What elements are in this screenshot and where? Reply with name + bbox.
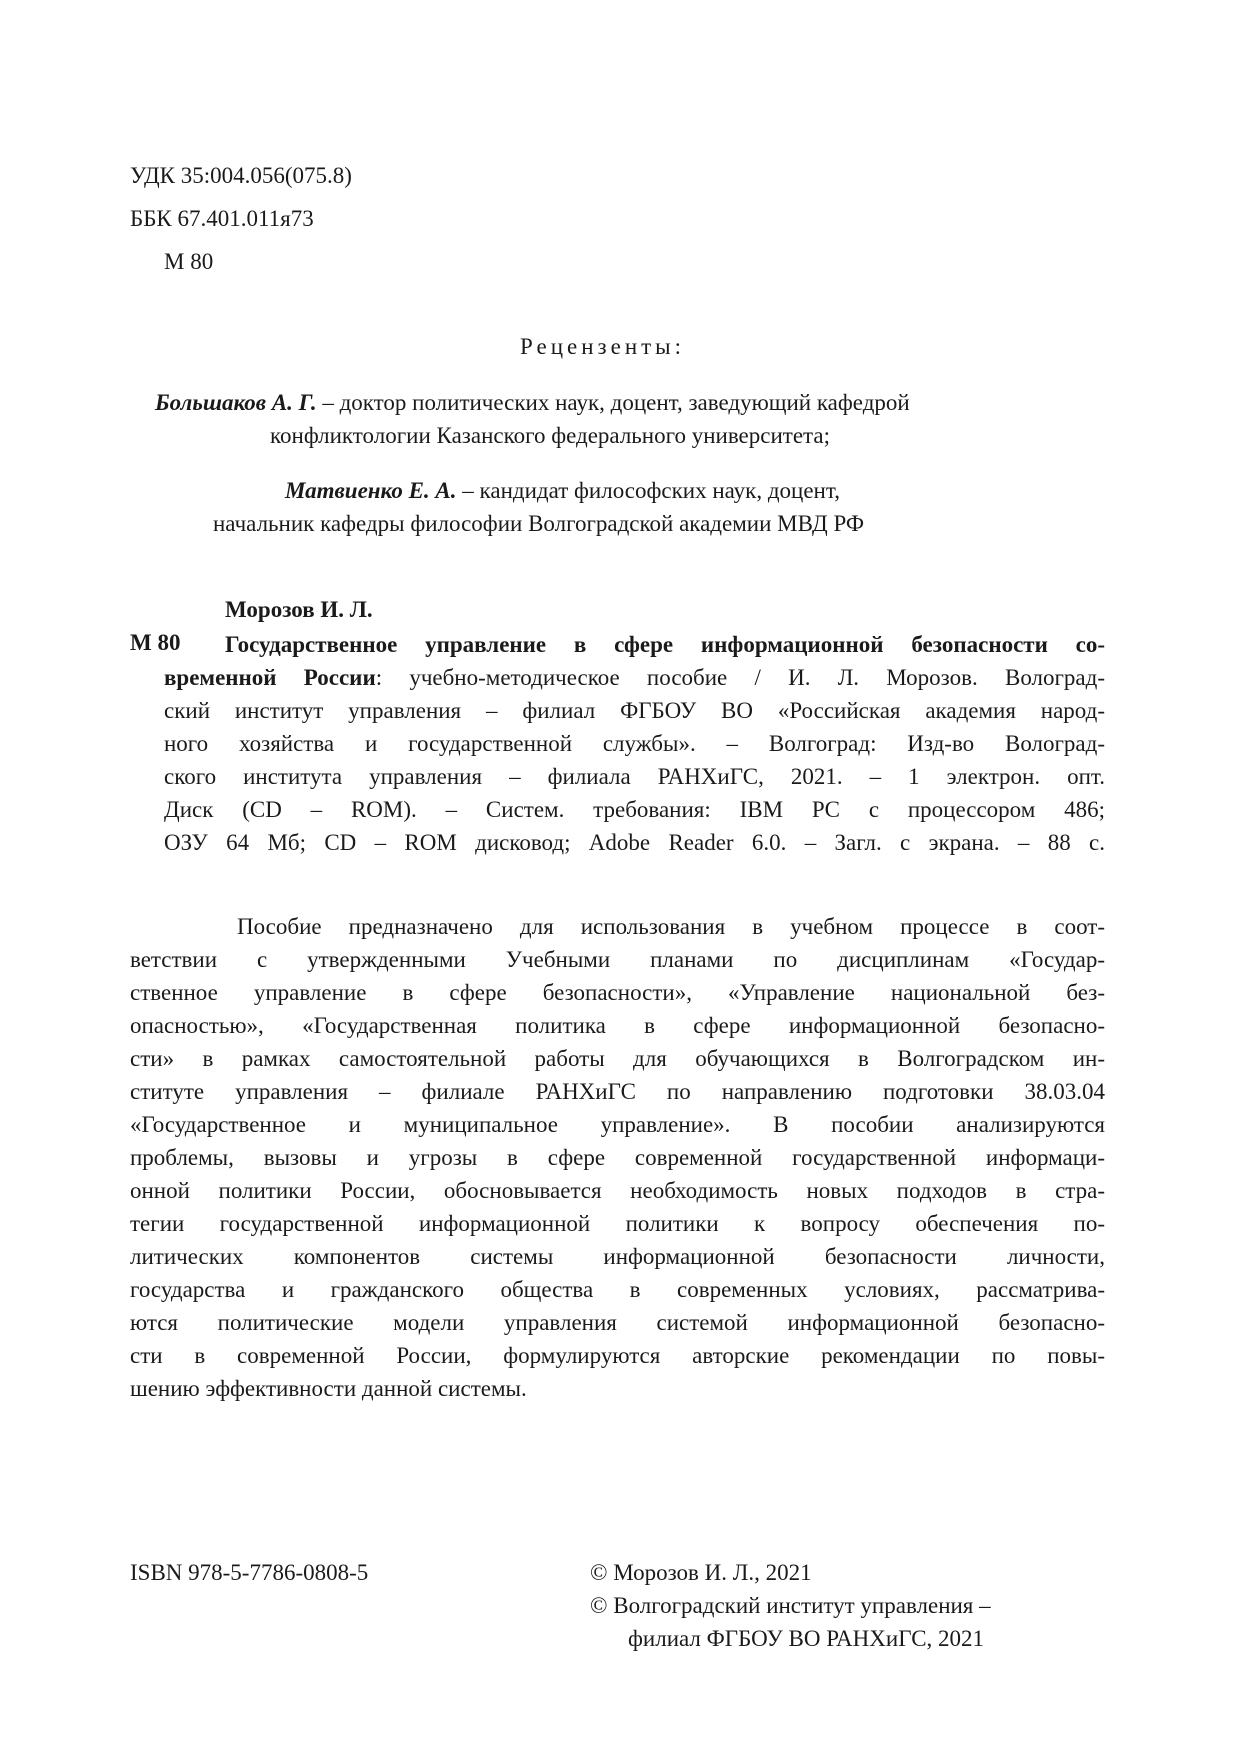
reviewer-2-title: – кандидат философских наук, доцент, (456, 478, 840, 503)
annotation-line: «Государственное и муниципальное управление». В пособии анализируются (130, 1112, 1105, 1137)
reviewers-heading: Рецензенты: (520, 334, 686, 359)
annotation-line: государства и гражданского общества в современных условиях, рассматрива- (130, 1277, 1105, 1302)
isbn: ISBN 978-5-7786-0808-5 (130, 1560, 369, 1585)
annotation-line: сти в современной России, формулируются авторские рекомендации по повы- (130, 1343, 1105, 1368)
record-line: ского института управления – филиала РАНХиГС, 2021. – 1 электрон. опт. (164, 764, 1105, 789)
record-title-line1: Государственное управление в сфере информационной безопасности со- (225, 632, 1105, 657)
udk-code: УДК 35:004.056(075.8) (130, 163, 352, 188)
record-line: ский институт управления – филиал ФГБОУ ВО «Российская академия народ- (164, 698, 1105, 723)
reviewer-1-line1 (155, 390, 910, 416)
reviewer-2-line1 (285, 478, 840, 504)
record-line2-rest: : учебно-методическое пособие / И. Л. Морозов. Волоград- (375, 665, 1105, 690)
bbk-code: ББК 67.401.011я73 (130, 206, 314, 231)
record-author: Морозов И. Л. (225, 597, 373, 622)
record-line: ОЗУ 64 Мб; CD – ROM дисковод; Adobe Reader 6.0. – Загл. с экрана. – 88 с. (164, 830, 1105, 855)
reviewer-1-line2: конфликтологии Казанского федерального университета; (270, 423, 830, 448)
annotation-line: ственное управление в сфере безопасности», «Управление национальной без- (130, 980, 1105, 1005)
annotation-line: ветствии с утвержденными Учебными планами по дисциплинам «Государ- (130, 947, 1105, 972)
record-line: ного хозяйства и государственной службы». – Волгоград: Изд-во Волоград- (164, 731, 1105, 756)
annotation-line: ституте управления – филиале РАНХиГС по направлению подготовки 38.03.04 (130, 1079, 1105, 1104)
reviewer-2-line2: начальник кафедры философии Волгоградской академии МВД РФ (213, 511, 865, 536)
annotation-line: сти» в рамках самостоятельной работы для обучающихся в Волгоградском ин- (130, 1046, 1105, 1071)
record-title-line2: временной России (164, 665, 376, 690)
annotation-line: шению эффективности данной системы. (130, 1376, 527, 1401)
copyright-author: © Морозов И. Л., 2021 (590, 1560, 812, 1585)
annotation-line: Пособие предназначено для использования в учебном процессе в соот- (237, 914, 1105, 939)
author-mark: М 80 (164, 249, 214, 274)
reviewer-1-name: Большаков А. Г. (155, 390, 317, 415)
copyright-institute-line2: филиал ФГБОУ ВО РАНХиГС, 2021 (628, 1626, 985, 1651)
annotation-line: онной политики России, обосновывается необходимость новых подходов в стра- (130, 1178, 1105, 1203)
record-mark: М 80 (130, 630, 181, 655)
record-line2 (164, 663, 1105, 693)
reviewer-2-name: Матвиенко Е. А. (285, 478, 457, 503)
record-line: Диск (CD – ROM). – Систем. требования: IBM PC с процессором 486; (164, 797, 1105, 822)
annotation-line: опасностью», «Государственная политика в сфере информационной безопасно- (130, 1013, 1105, 1038)
annotation-line: проблемы, вызовы и угрозы в сфере современной государственной информаци- (130, 1145, 1105, 1170)
reviewer-1-title: – доктор политических наук, доцент, заведующий кафедрой (316, 390, 910, 415)
annotation-line: литических компонентов системы информационной безопасности личности, (130, 1244, 1105, 1269)
copyright-institute-line1: © Волгоградский институт управления – (590, 1593, 991, 1618)
annotation-line: тегии государственной информационной политики к вопросу обеспечения по- (130, 1211, 1105, 1236)
annotation-line: ются политические модели управления системой информационной безопасно- (130, 1310, 1105, 1335)
